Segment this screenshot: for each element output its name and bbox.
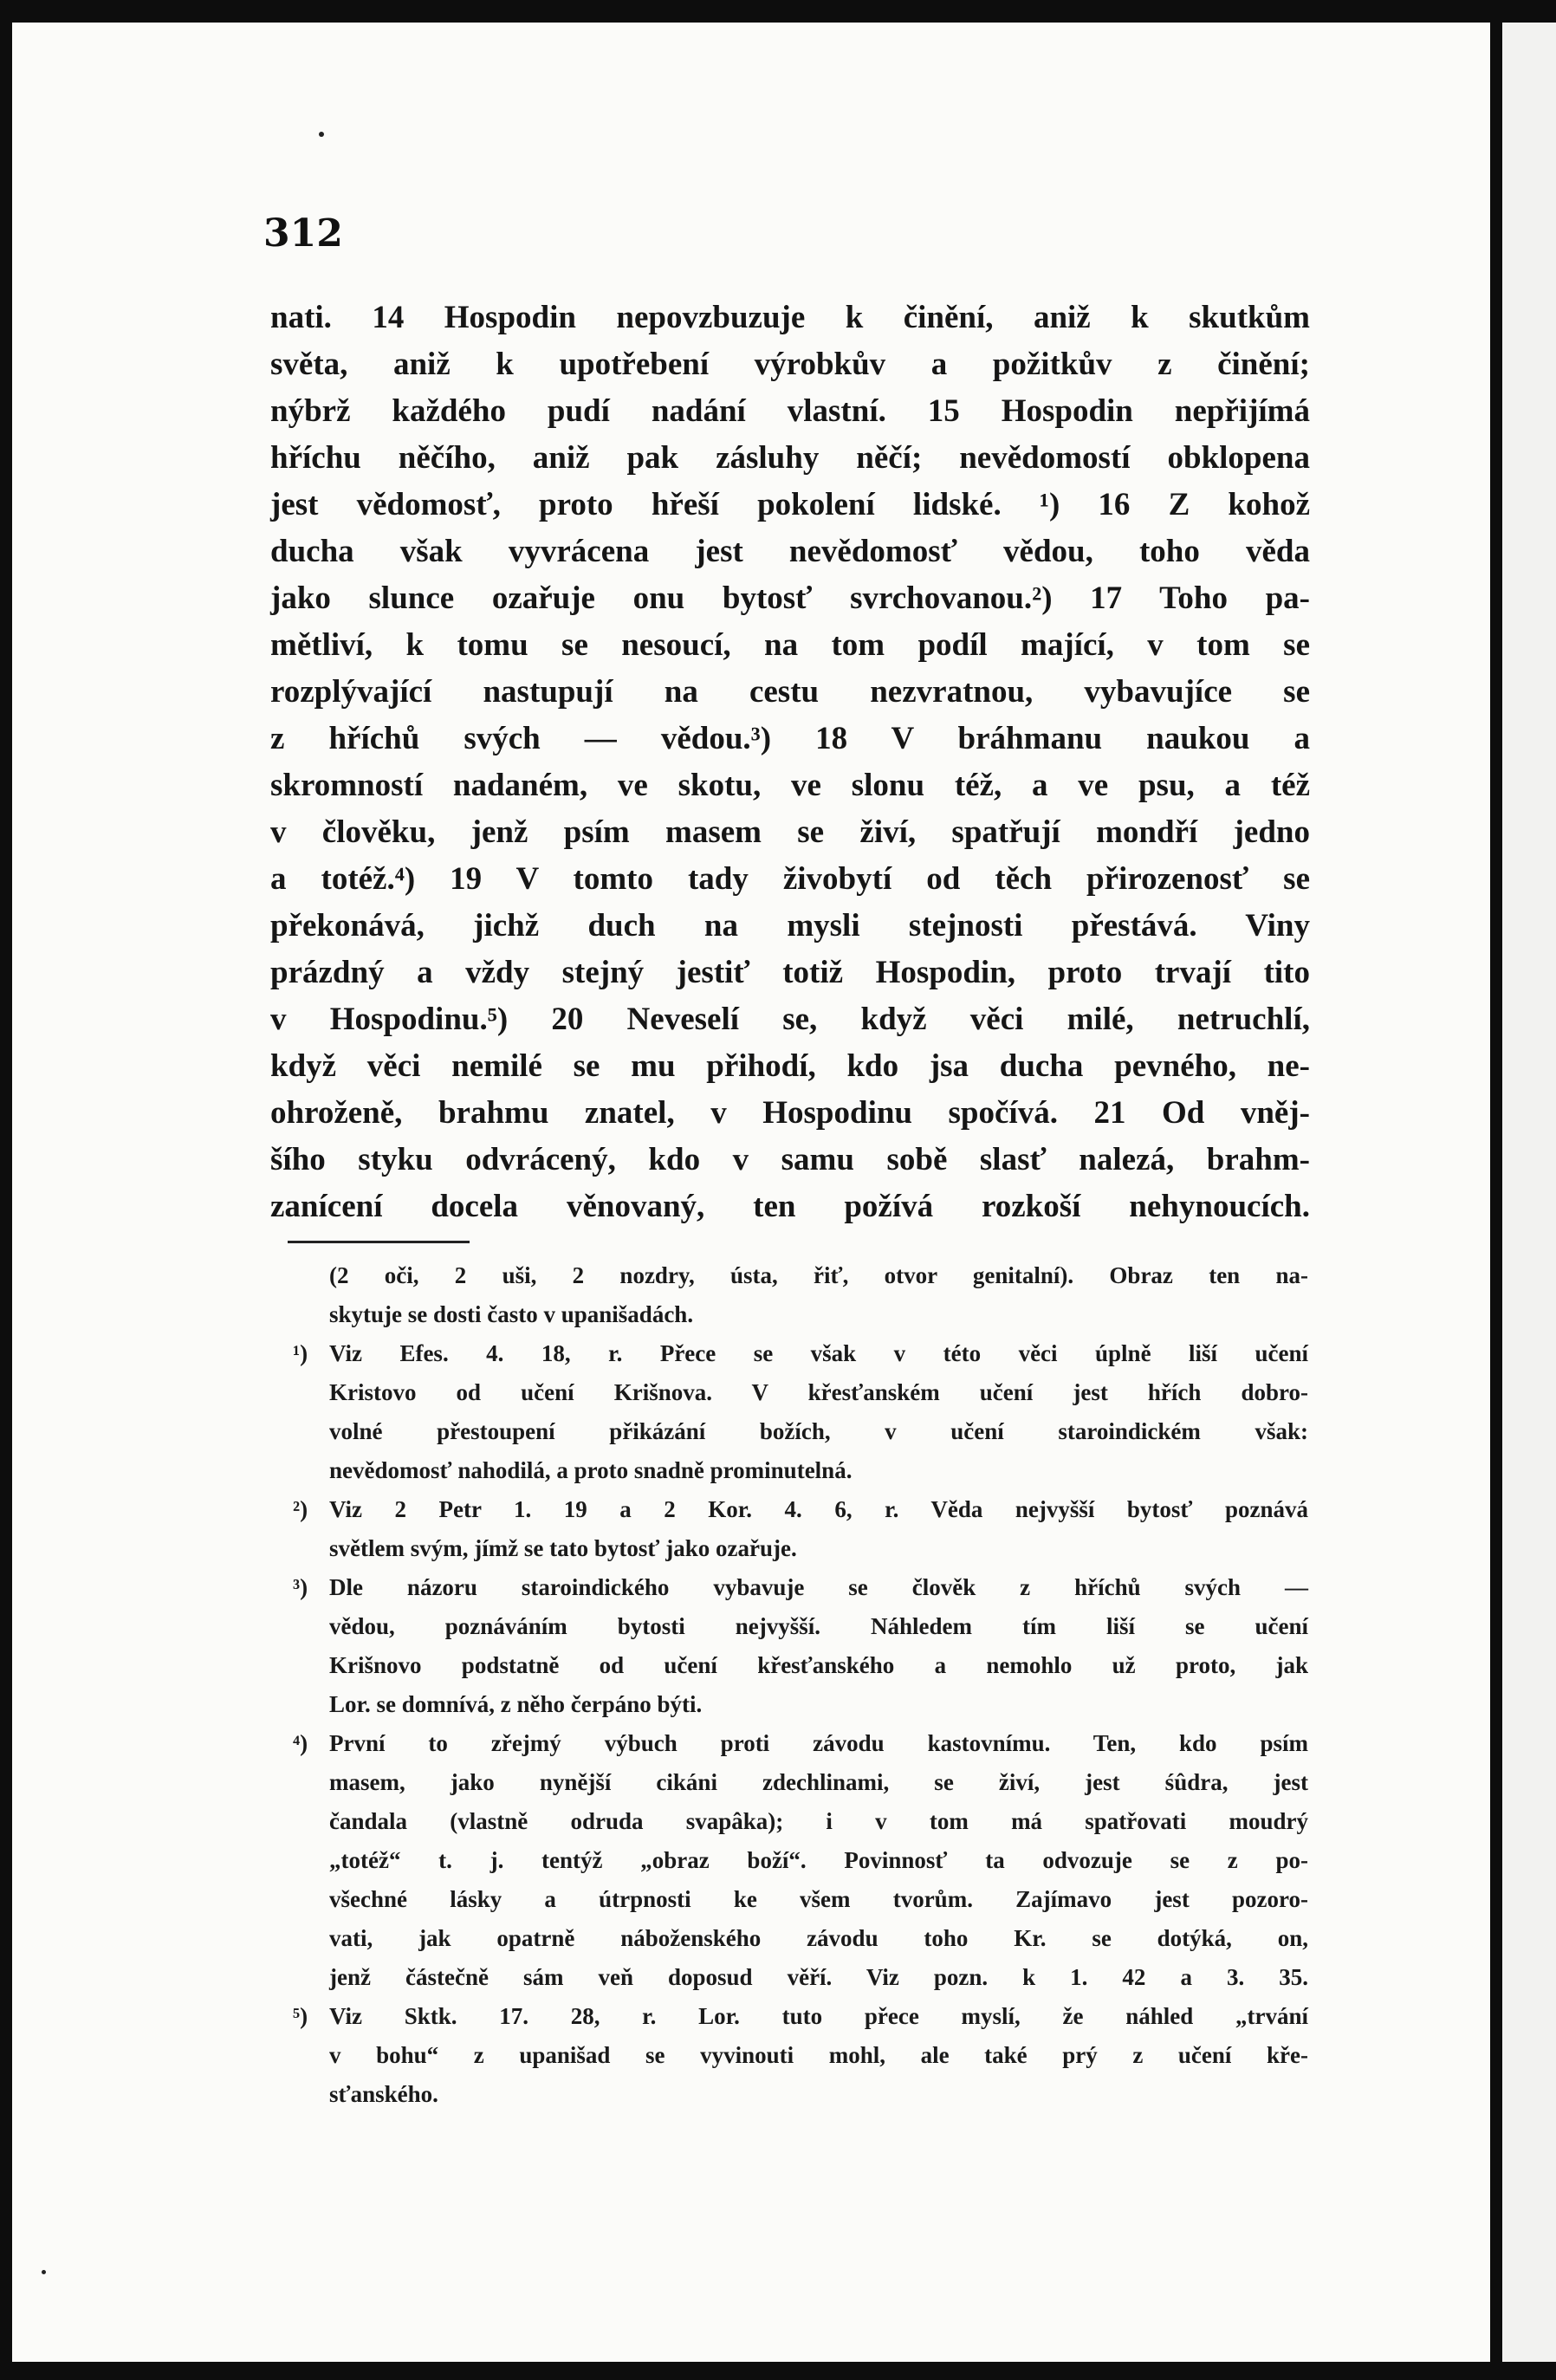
footnote-line: [329, 2075, 1308, 2114]
footnote-line: [329, 1256, 1308, 1295]
footnote-line: [329, 1841, 1308, 1880]
footnote-text: čandala (vlastně odruda svapâka); i v tom má spatřovati moudrý: [329, 1808, 1308, 1834]
footnote-line: [329, 1607, 1308, 1646]
text-line: a totéž.⁴) 19 V tomto tady živobytí od těch přirozenosť se: [270, 861, 1310, 897]
footnote-line: [329, 1373, 1308, 1412]
footnote-line: [329, 1802, 1308, 1841]
footnote-line: [329, 1958, 1308, 1997]
footnote-text: Krišnovo podstatně od učení křesťanského a nemohlo už proto, jak: [329, 1652, 1308, 1678]
text-line: ducha však vyvrácena jest nevědomosť vědou, toho věda: [270, 534, 1310, 569]
footnote-line: [329, 1295, 1308, 1334]
text-line: šího styku odvrácený, kdo v samu sobě slasť nalezá, brahm-: [270, 1142, 1310, 1177]
footnote-text: Dle názoru staroindického vybavuje se člověk z hříchů svých —: [329, 1574, 1308, 1600]
text-line: ohroženě, brahmu znatel, v Hospodinu spočívá. 21 Od vněj-: [270, 1095, 1310, 1131]
footnote-text: světlem svým, jímž se tato bytosť jako ozařuje.: [329, 1535, 797, 1561]
footnote-marker: ²): [293, 1496, 308, 1522]
footnote-line: [329, 1646, 1308, 1685]
footnote-text: jenž částečně sám veň doposud věří. Viz pozn. k 1. 42 a 3. 35.: [329, 1964, 1308, 1990]
footnote-line: [293, 1724, 1308, 1763]
footnote-text: nevědomosť nahodilá, a proto snadně prominutelná.: [329, 1457, 853, 1483]
text-line: prázdný a vždy stejný jestiť totiž Hospodin, proto trvají tito: [270, 955, 1310, 990]
text-line: překonává, jichž duch na mysli stejnosti přestává. Viny: [270, 908, 1310, 944]
text-line: jako slunce ozařuje onu bytosť svrchovanou.²) 17 Toho pa-: [270, 580, 1310, 616]
footnote-line: [329, 1529, 1308, 1568]
footnote-text: Lor. se domnívá, z něho čerpáno býti.: [329, 1691, 703, 1717]
scan-speck: [319, 132, 324, 137]
footnote-text: Viz 2 Petr 1. 19 a 2 Kor. 4. 6, r. Věda nejvyšší bytosť poznává: [329, 1496, 1308, 1522]
footnote-text: skytuje se dosti často v upanišadách.: [329, 1301, 694, 1327]
footnote-marker: ⁴): [293, 1730, 308, 1756]
footnote-text: Viz Efes. 4. 18, r. Přece se však v této věci úplně liší učení: [329, 1340, 1308, 1366]
footnote-text: Viz Sktk. 17. 28, r. Lor. tuto přece myslí, že náhled „trvání: [329, 2003, 1308, 2029]
footnote-marker: ⁵): [293, 2003, 308, 2029]
text-line: v Hospodinu.⁵) 20 Neveselí se, když věci milé, netruchlí,: [270, 1002, 1310, 1037]
footnote-line: [329, 2036, 1308, 2075]
footnote-line: [329, 1919, 1308, 1958]
footnote-marker: ¹): [293, 1340, 308, 1366]
footnote-line: [293, 1490, 1308, 1529]
footnote-marker: ³): [293, 1574, 308, 1600]
text-line: skromností nadaném, ve skotu, ve slonu též, a ve psu, a též: [270, 768, 1310, 803]
footnote-line: [329, 1880, 1308, 1919]
main-text: [270, 295, 1310, 1230]
scan-speck: [42, 2270, 46, 2274]
text-line: jest vědomosť, proto hřeší pokolení lidské. ¹) 16 Z kohož: [270, 487, 1310, 522]
footnote-line: [329, 1763, 1308, 1802]
footnote-text: masem, jako nynější cikáni zdechlinami, se živí, jest śûdra, jest: [329, 1769, 1308, 1795]
footnote-line: [293, 1568, 1308, 1607]
footnote-line: [329, 1451, 1308, 1490]
next-page-edge: [1502, 23, 1556, 2362]
footnote-text: (2 oči, 2 uši, 2 nozdry, ústa, řiť, otvor genitalní). Obraz ten na-: [329, 1262, 1308, 1288]
text-line: když věci nemilé se mu přihodí, kdo jsa ducha pevného, ne-: [270, 1048, 1310, 1084]
footnote-text: „totéž“ t. j. tentýž „obraz boží“. Povinnosť ta odvozuje se z po-: [329, 1847, 1308, 1873]
page-number: 312: [263, 211, 343, 256]
text-line: z hříchů svých — vědou.³) 18 V bráhmanu naukou a: [270, 721, 1310, 756]
text-line: v člověku, jenž psím masem se živí, spatřují mondří jedno: [270, 814, 1310, 850]
text-line: nati. 14 Hospodin nepovzbuzuje k činění, aniž k skutkům: [270, 300, 1310, 335]
footnote-text: Kristovo od učení Krišnova. V křesťanském učení jest hřích dobro-: [329, 1379, 1308, 1405]
footnote-line: [293, 1997, 1308, 2036]
text-line: mětliví, k tomu se nesoucí, na tom podíl mající, v tom se: [270, 627, 1310, 663]
footnote-text: všechné lásky a útrpnosti ke všem tvorům. Zajímavo jest pozoro-: [329, 1886, 1308, 1912]
footnote-text: První to zřejmý výbuch proti závodu kastovnímu. Ten, kdo psím: [329, 1730, 1308, 1756]
text-line: zanícení docela věnovaný, ten požívá rozkoší nehynoucích.: [270, 1189, 1310, 1224]
footnote-text: vědou, poznáváním bytosti nejvyšší. Náhledem tím liší se učení: [329, 1613, 1308, 1639]
text-line: rozplývající nastupují na cestu nezvratnou, vybavujíce se: [270, 674, 1310, 710]
text-line: nýbrž každého pudí nadání vlastní. 15 Hospodin nepřijímá: [270, 393, 1310, 429]
footnotes: [293, 1256, 1308, 2114]
footnote-line: [293, 1334, 1308, 1373]
footnote-line: [329, 1412, 1308, 1451]
text-line: světa, aniž k upotřebení výrobkův a požitkův z činění;: [270, 347, 1310, 382]
footnote-text: v bohu“ z upanišad se vyvinouti mohl, ale také prý z učení kře-: [329, 2042, 1308, 2068]
footnote-text: volné přestoupení přikázání božích, v učení staroindickém však:: [329, 1418, 1308, 1444]
footnote-text: sťanského.: [329, 2081, 438, 2107]
footnote-line: [329, 1685, 1308, 1724]
text-line: hříchu něčího, aniž pak zásluhy něčí; nevědomostí obklopena: [270, 440, 1310, 476]
page-gutter: [1490, 23, 1502, 2362]
footnote-text: vati, jak opatrně náboženského závodu toho Kr. se dotýká, on,: [329, 1925, 1308, 1951]
footnote-divider: [288, 1241, 470, 1243]
